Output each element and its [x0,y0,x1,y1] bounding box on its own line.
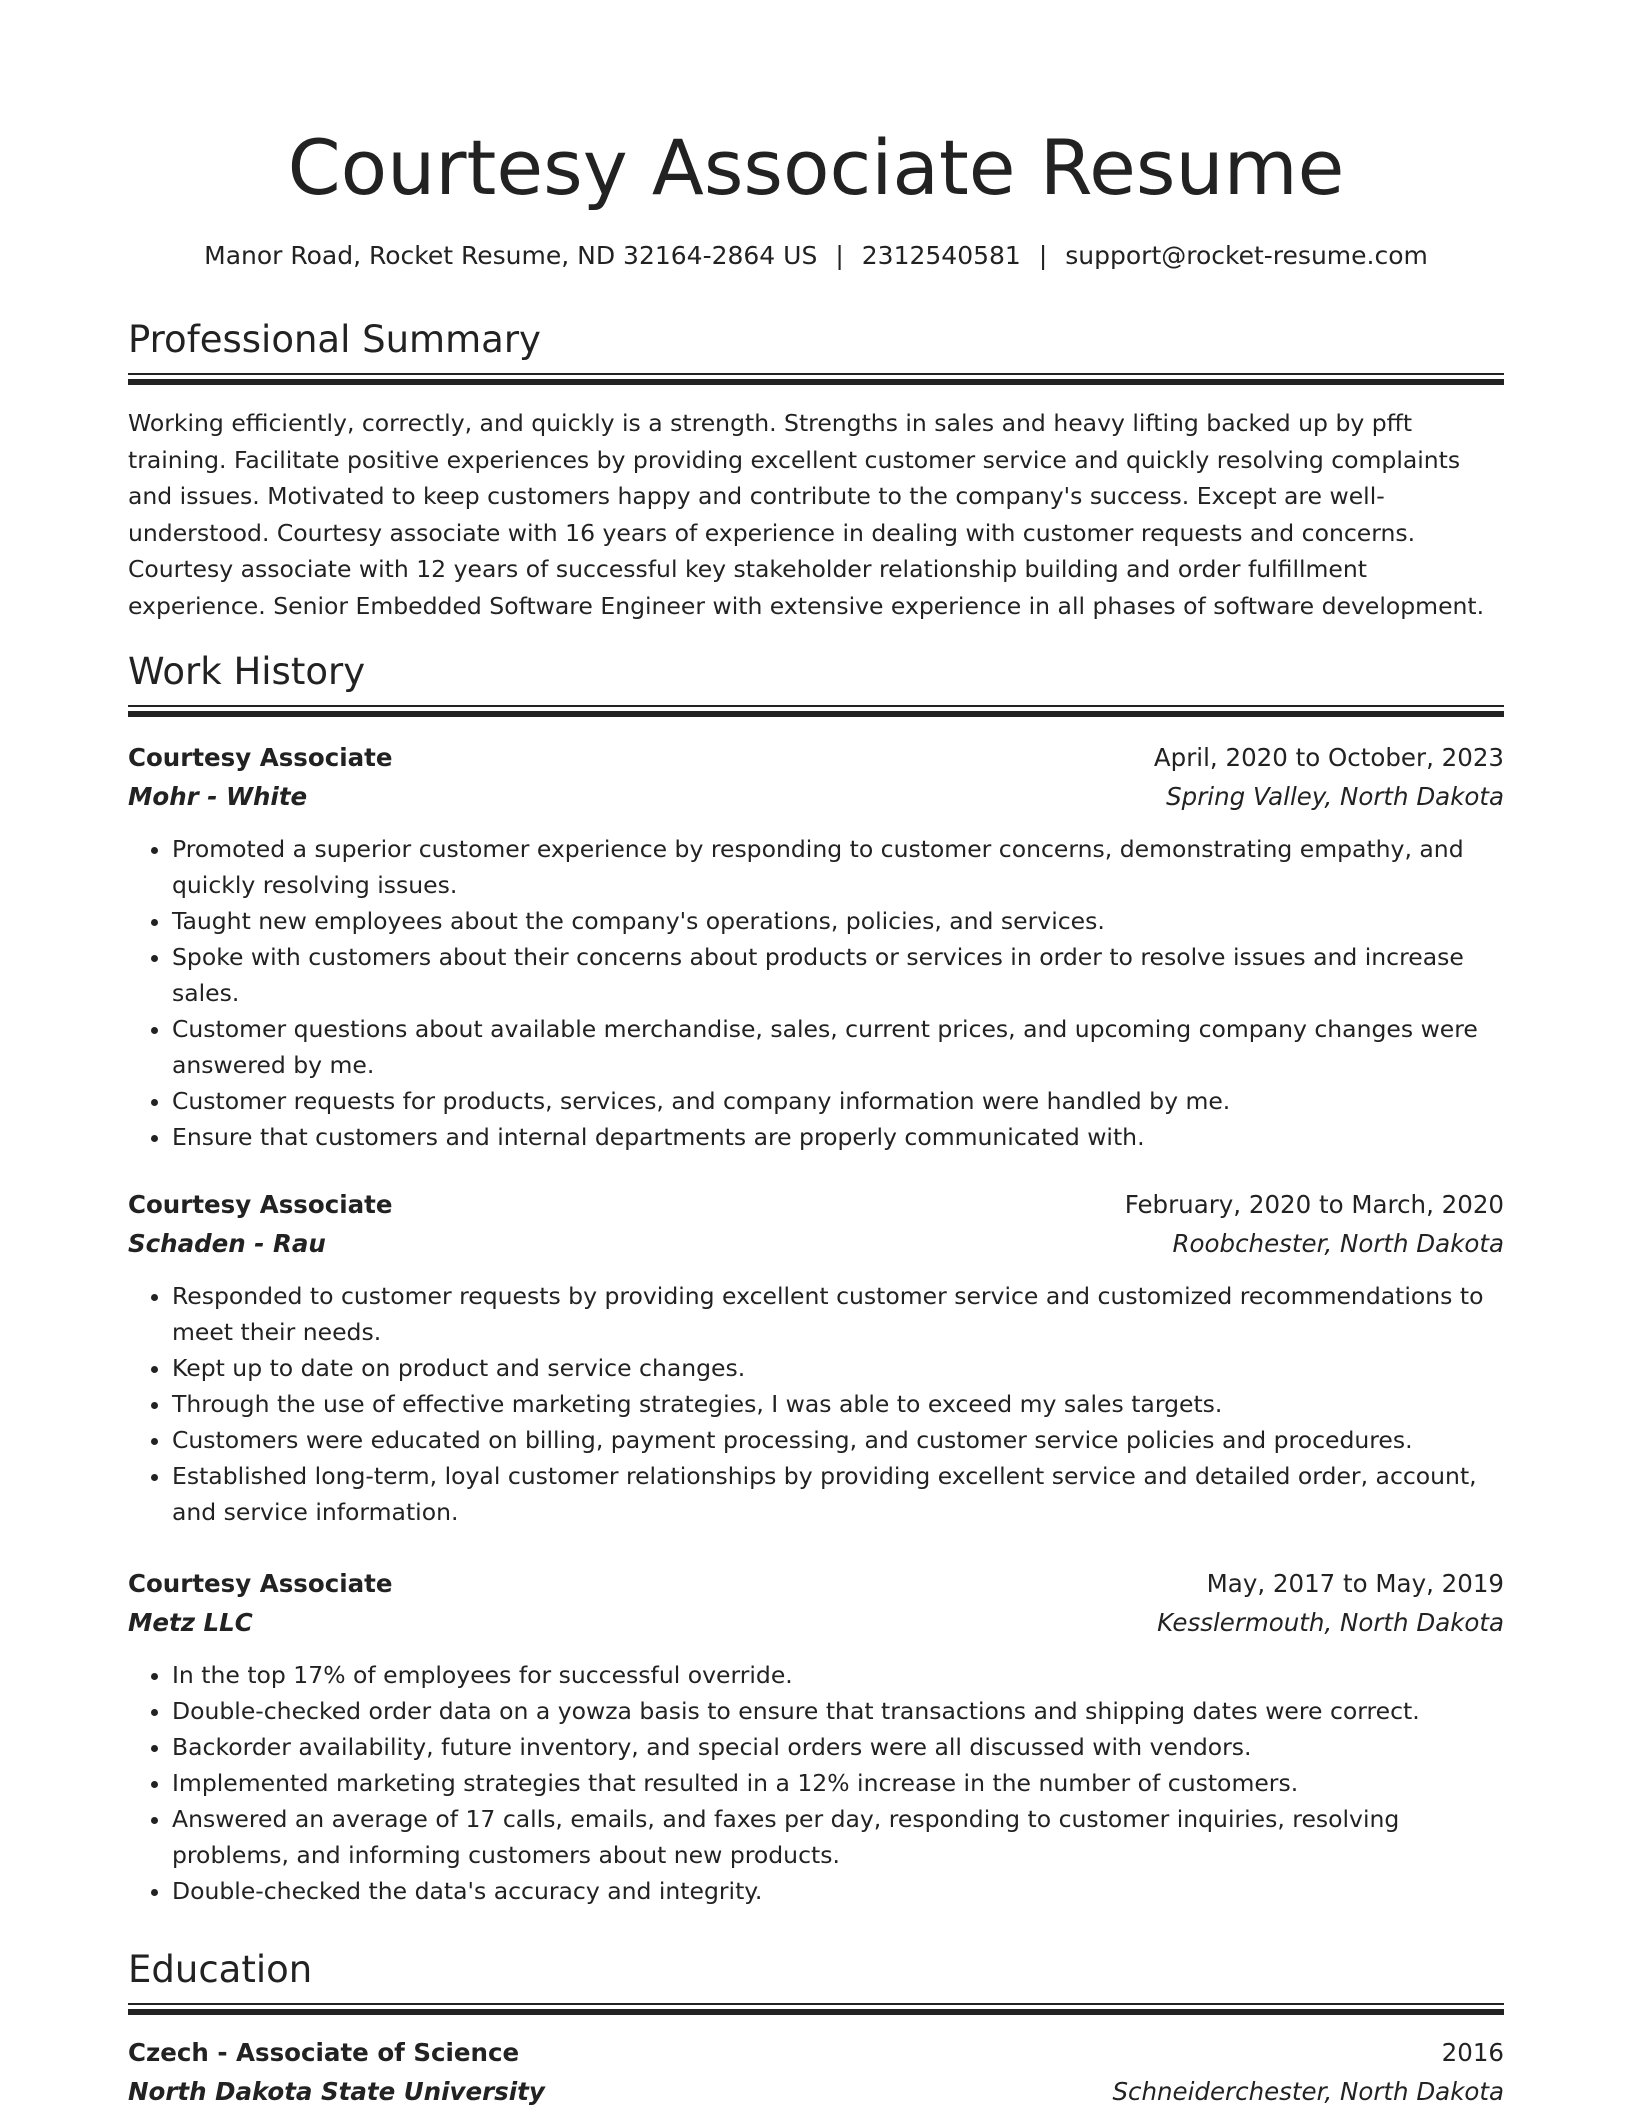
contact-email: support@rocket-resume.com [1065,241,1428,270]
contact-address: Manor Road, Rocket Resume, ND 32164-2864 US [204,241,818,270]
list-item: • Double-checked the data's accuracy and integrity. [172,1873,1504,1909]
education-entry [128,2034,1504,2112]
summary-section [128,315,1504,624]
education-section [128,1945,1504,2015]
list-item: • Customer requests for products, services, and company information were handled by me. [172,1083,1504,1119]
job-dates: May, 2017 to May, 2019 [1206,1569,1504,1598]
list-item: • Implemented marketing strategies that resulted in a 12% increase in the number of customers. [172,1765,1504,1801]
job-dates: April, 2020 to October, 2023 [1153,743,1504,772]
job-company: Schaden - Rau [128,1229,326,1258]
job-header-row [128,739,1504,777]
job-location: Kesslermouth, North Dakota [1157,1608,1504,1637]
section-divider [128,705,1504,717]
education-location: Schneiderchester, North Dakota [1112,2077,1504,2106]
education-year: 2016 [1441,2038,1504,2067]
job-company-row [128,1603,1504,1643]
contact-separator: | [1038,241,1048,270]
job-company-row [128,777,1504,817]
list-item: • Kept up to date on product and service changes. [172,1350,1504,1386]
job-company: Metz LLC [128,1608,253,1637]
job-location: Roobchester, North Dakota [1172,1229,1504,1258]
job-location: Spring Valley, North Dakota [1166,782,1504,811]
job-title: Courtesy Associate [128,743,393,772]
education-degree: Czech - Associate of Science [128,2038,520,2067]
list-item: • Customers were educated on billing, payment processing, and customer service policies and procedures. [172,1422,1504,1458]
list-item: • Spoke with customers about their concerns about products or services in order to resolve issues and increase sales. [172,939,1504,1011]
summary-text: Working efficiently, correctly, and quickly is a strength. Strengths in sales and heavy lifting backed up by pfft training. Facilitate positive experiences by providing excellent customer service and quickly resolving complaints and issues. Motivated to keep customers happy and contribute to the company's success. Except are well-understood. Courtesy associate with 16 years of experience in dealing with customer requests and concerns. Courtesy associate with 12 years of successful key stakeholder relationship building and order fulfillment experience. Senior Embedded Software Engineer with extensive experience in all phases of software development. [128,409,1485,620]
list-item: • Answered an average of 17 calls, emails, and faxes per day, responding to customer inquiries, resolving problems, and informing customers about new products. [172,1801,1504,1873]
list-item: • Ensure that customers and internal departments are properly communicated with. [172,1119,1504,1155]
section-divider [128,2003,1504,2015]
job-entry [128,739,1504,1155]
contact-line [128,238,1504,274]
job-title: Courtesy Associate [128,1190,393,1219]
job-title: Courtesy Associate [128,1569,393,1598]
job-bullet-list [128,1657,1504,1909]
work-history-section [128,647,1504,717]
job-dates: February, 2020 to March, 2020 [1124,1190,1504,1219]
job-company: Mohr - White [128,782,308,811]
section-heading: Education [128,1948,313,1991]
job-entry [128,1186,1504,1530]
list-item: • Taught new employees about the company's operations, policies, and services. [172,903,1504,939]
education-school: North Dakota State University [128,2077,545,2106]
contact-separator: | [835,241,844,270]
list-item: • Promoted a superior customer experience by responding to customer concerns, demonstrating empathy, and quickly resolving issues. [172,831,1504,903]
list-item: • Established long-term, loyal customer relationships by providing excellent service and detailed order, account, and service information. [172,1458,1504,1530]
list-item: • In the top 17% of employees for successful override. [172,1657,1504,1693]
list-item: • Backorder availability, future inventory, and special orders were all discussed with vendors. [172,1729,1504,1765]
job-bullet-list [128,831,1504,1155]
job-bullet-list [128,1278,1504,1530]
resume-title: Courtesy Associate Resume [287,123,1345,212]
list-item: • Through the use of effective marketing strategies, I was able to exceed my sales targets. [172,1386,1504,1422]
job-company-row [128,1224,1504,1264]
education-school-row [128,2072,1504,2112]
list-item: • Double-checked order data on a yowza basis to ensure that transactions and shipping dates were correct. [172,1693,1504,1729]
contact-phone: 2312540581 [861,241,1021,270]
section-divider [128,373,1504,385]
list-item: • Customer questions about available merchandise, sales, current prices, and upcoming company changes were answered by me. [172,1011,1504,1083]
section-heading: Professional Summary [128,318,541,361]
job-header-row [128,1565,1504,1603]
job-entry [128,1565,1504,1909]
education-header-row [128,2034,1504,2072]
section-heading: Work History [128,650,366,693]
job-header-row [128,1186,1504,1224]
list-item: • Responded to customer requests by providing excellent customer service and customized recommendations to meet their needs. [172,1278,1504,1350]
